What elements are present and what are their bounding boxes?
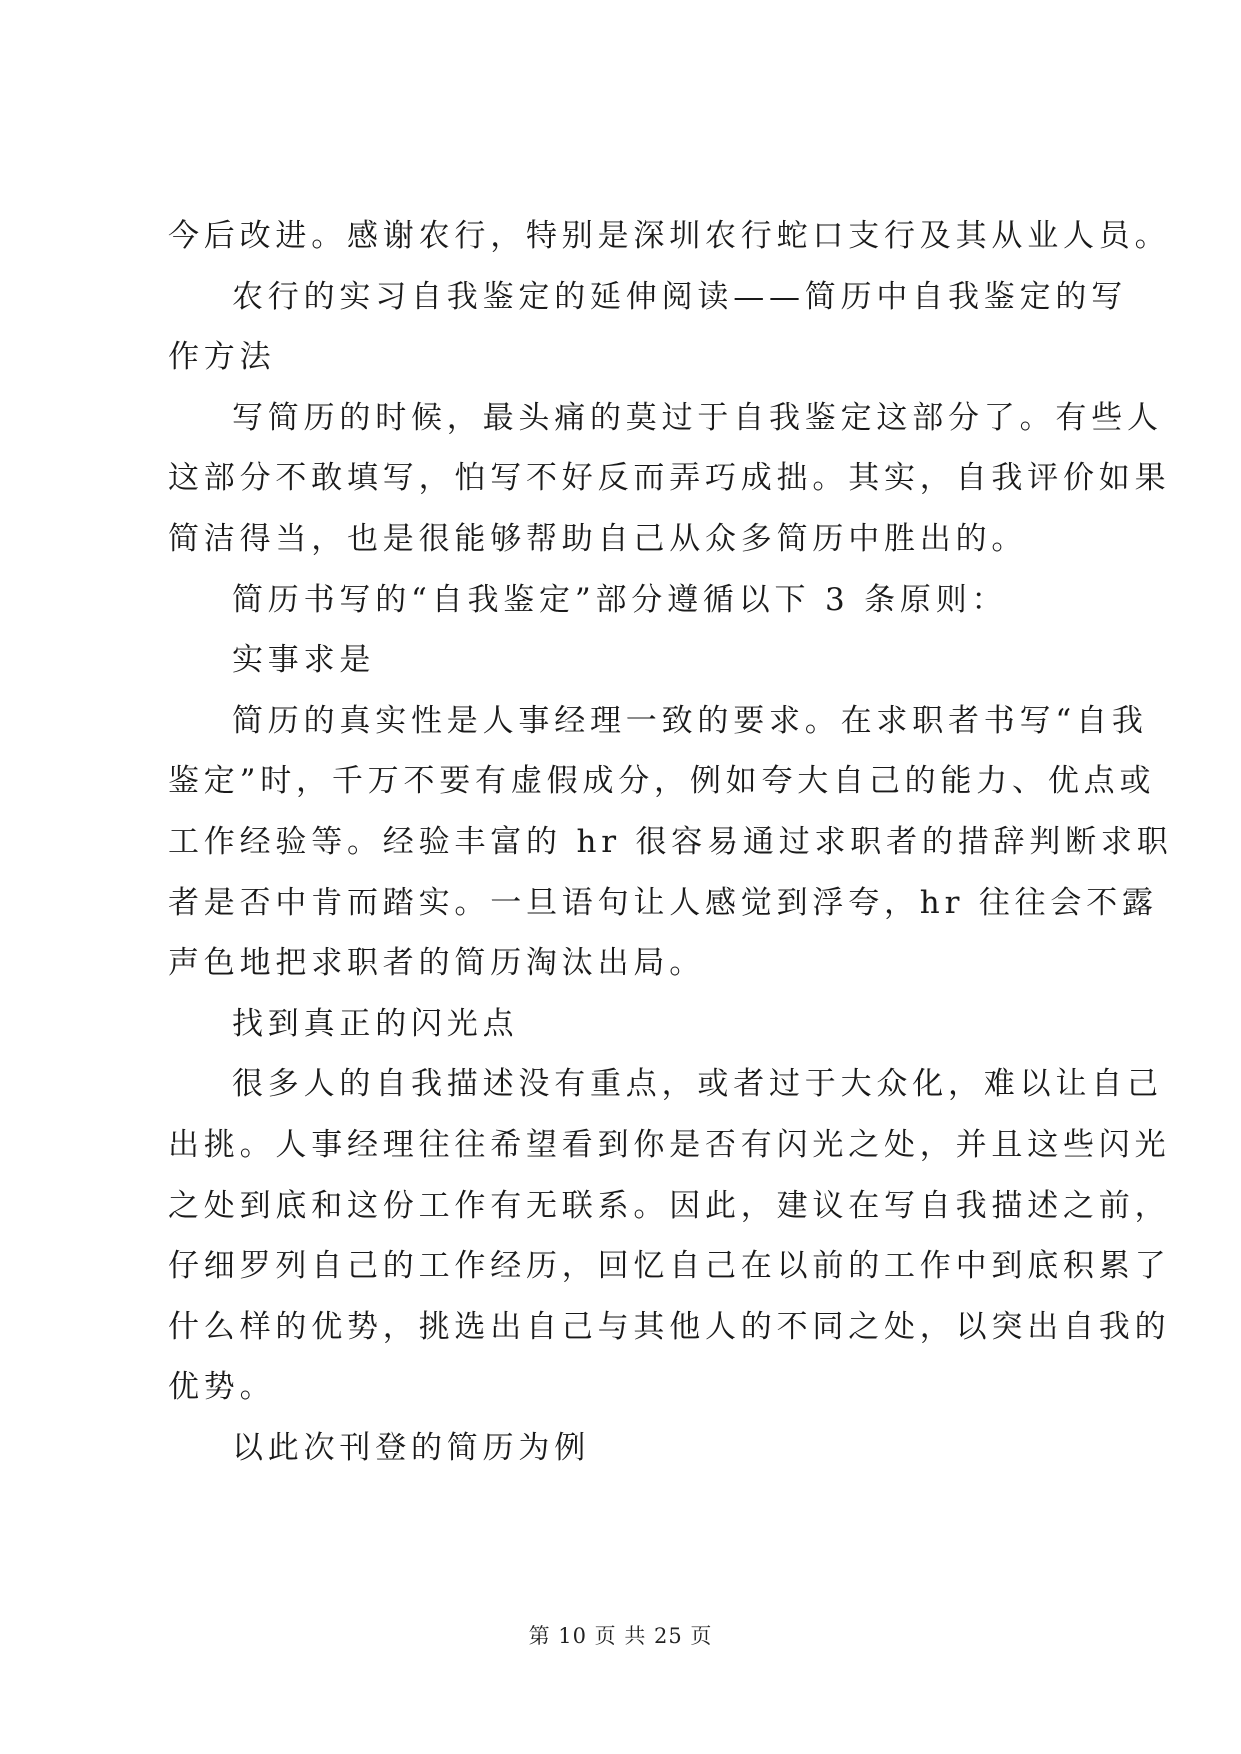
text-line-15: 很多人的自我描述没有重点，或者过于大众化，难以让自己 [232,1066,1163,1103]
text-line-12: 者是否中肯而踏实。一旦语句让人感觉到浮夸，hr 往往会不露 [168,884,1158,921]
text-line-16: 出挑。人事经理往往希望看到你是否有闪光之处，并且这些闪光 [168,1126,1171,1163]
text-line-18: 仔细罗列自己的工作经历，回忆自己在以前的工作中到底积累了 [168,1248,1171,1285]
text-line-1: 今后改进。感谢农行，特别是深圳农行蛇口支行及其从业人员。 [168,218,1171,254]
text-line-11: 工作经验等。经验丰富的 hr 很容易通过求职者的措辞判断求职 [168,823,1173,860]
body-text [168,206,1173,1478]
section-heading-truthful: 实事求是 [232,642,376,679]
section-heading-highlights: 找到真正的闪光点 [232,1005,519,1042]
text-line-3: 作方法 [168,339,276,376]
text-line-10: 鉴定”时，千万不要有虚假成分，例如夸大自己的能力、优点或 [168,763,1156,800]
text-line-7: 简历书写的“自我鉴定”部分遵循以下 3 条原则： [232,581,1008,618]
text-line-20: 优势。 [168,1369,276,1406]
text-line-19: 什么样的优势，挑选出自己与其他人的不同之处，以突出自我的 [168,1308,1171,1345]
text-line-2: 农行的实习自我鉴定的延伸阅读——简历中自我鉴定的写 [232,278,1127,315]
text-line-21: 以此次刊登的简历为例 [232,1429,590,1466]
text-line-13: 声色地把求职者的简历淘汰出局。 [168,945,705,982]
text-line-4: 写简历的时候，最头痛的莫过于自我鉴定这部分了。有些人 [232,399,1163,436]
text-line-17: 之处到底和这份工作有无联系。因此，建议在写自我描述之前， [168,1187,1171,1224]
text-line-9: 简历的真实性是人事经理一致的要求。在求职者书写“自我 [232,702,1148,739]
page-number-footer: 第 10 页 共 25 页 [528,1624,713,1648]
text-line-5: 这部分不敢填写，怕写不好反而弄巧成拙。其实，自我评价如果 [168,460,1171,497]
text-line-6: 简洁得当，也是很能够帮助自己从众多简历中胜出的。 [168,520,1028,557]
